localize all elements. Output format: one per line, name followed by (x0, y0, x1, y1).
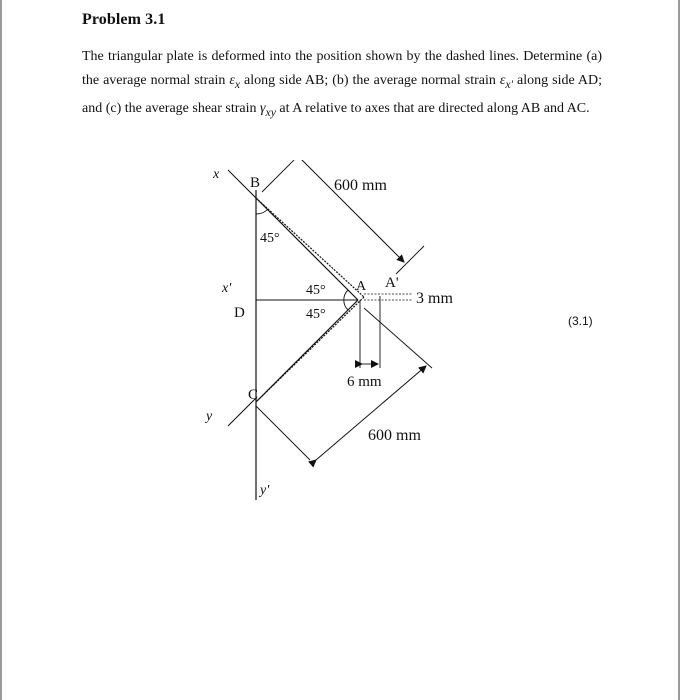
page-edge-left (0, 0, 2, 700)
label-c: C (248, 387, 259, 403)
dim-600-upper-ext-b (262, 160, 300, 192)
symbol-gamma-xy: $\gamma_{xy}$ (260, 100, 276, 119)
label-a: A (356, 279, 367, 294)
label-a-prime: A' (385, 275, 399, 291)
label-y: y (206, 409, 213, 424)
label-x-prime: x' (222, 281, 232, 296)
dim-horizontal-shift-label: 6 mm (347, 374, 382, 390)
problem-title: Problem 3.1 (82, 11, 166, 28)
label-d: D (234, 305, 245, 321)
dim-bottom-length-label: 600 mm (368, 427, 421, 444)
dim-top-length-label: 600 mm (334, 177, 387, 194)
equation-number: (3.1) (568, 314, 593, 328)
label-y-prime: y' (260, 483, 270, 498)
angle-a-upper-label: 45° (306, 283, 326, 298)
symbol-epsilon-x-prime: $\varepsilon_{x'}$ (499, 73, 514, 91)
statement-part-2: along side AB; (b) the average normal strain (240, 73, 500, 88)
label-x: x (213, 167, 220, 182)
angle-b-label: 45° (260, 231, 280, 246)
dim-600-lower-ext-a (364, 308, 432, 368)
statement-part-1: The triangular plate is deformed into the position shown by the dashed lines. Determine (a) the average normal strain (82, 49, 602, 88)
statement-part-3: along side AD; and (c) the average shear strain (82, 73, 602, 116)
dim-600-upper-ext-a (396, 246, 424, 274)
angle-a-lower-label: 45° (306, 307, 326, 322)
dim-600-upper-line (300, 160, 404, 262)
dim-vertical-shift-label: 3 mm (416, 290, 453, 307)
problem-statement (82, 45, 602, 125)
dim-600-lower-ext-c (256, 406, 310, 460)
label-b: B (250, 175, 261, 191)
deformation-diagram (190, 160, 490, 500)
angle-arc-b (256, 209, 268, 214)
symbol-epsilon-x: $\varepsilon_x$ (229, 73, 241, 91)
statement-part-4: at A relative to axes that are directed along AB and AC. (275, 100, 590, 116)
